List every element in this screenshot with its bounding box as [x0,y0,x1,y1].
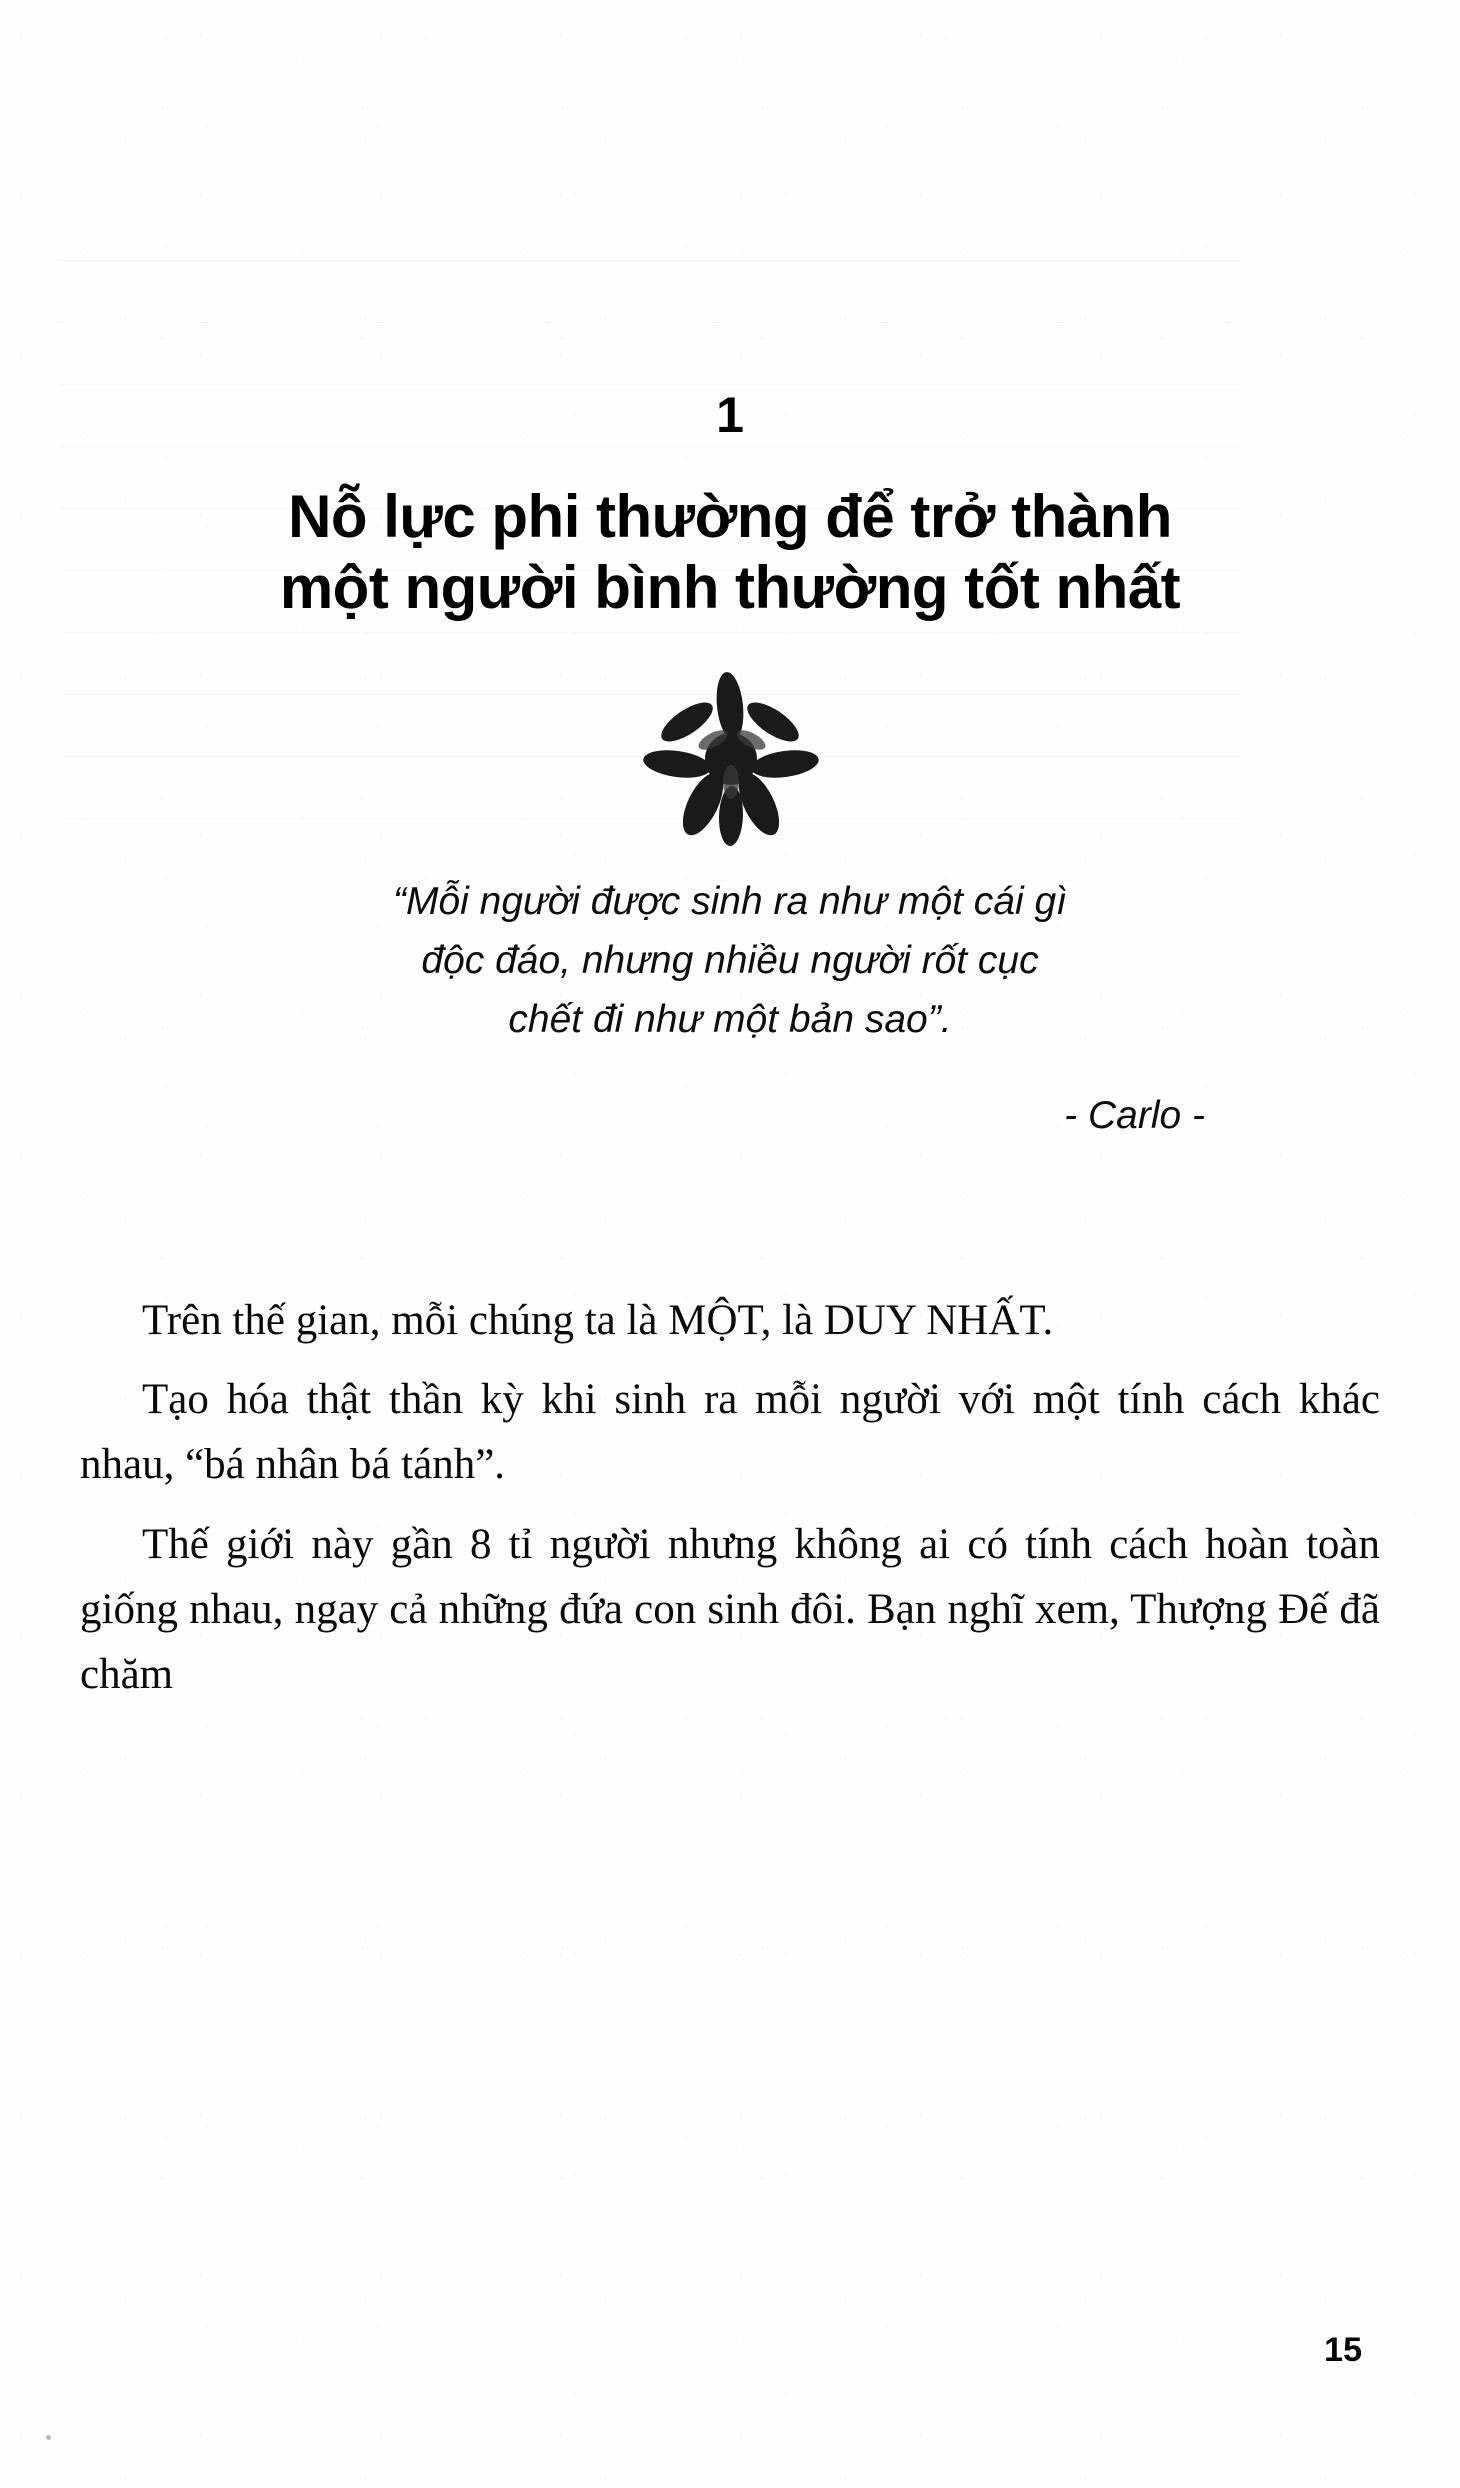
paragraph: Tạo hóa thật thần kỳ khi sinh ra mỗi người với một tính cách khác nhau, “bá nhân bá tánh”. [80,1375,1380,1489]
paragraph: Thế giới này gần 8 tỉ người nhưng không ai có tính cách hoàn toàn giống nhau, ngay cả những đứa con sinh đôi. Bạn nghĩ xem, Thượng Đế đã chăm [80,1520,1380,1699]
page-title-line-1: Nỗ lực phi thường để trở thành [288,483,1172,550]
page-edge-mark [46,2435,51,2440]
page-title [75,482,1385,624]
page-number: 15 [1324,2331,1362,2369]
quote-line-1: “Mỗi người được sinh ra như một cái gì [392,879,1068,923]
body-text [75,1288,1385,1708]
quote-line-2: độc đáo, nhưng nhiều người rốt cục [421,939,1039,983]
paragraph: Trên thế gian, mỗi chúng ta là MỘT, là DUY NHẤT. [142,1296,1054,1344]
page-title-line-2: một người bình thường tốt nhất [279,553,1181,621]
quote-line-3: chết đi như một bản sao”. [508,998,952,1042]
quote-attribution: - Carlo - [1064,1093,1205,1137]
epigraph-quote [280,872,1180,1050]
flower-ornament-icon [615,664,845,854]
chapter-number: 1 [716,387,744,443]
